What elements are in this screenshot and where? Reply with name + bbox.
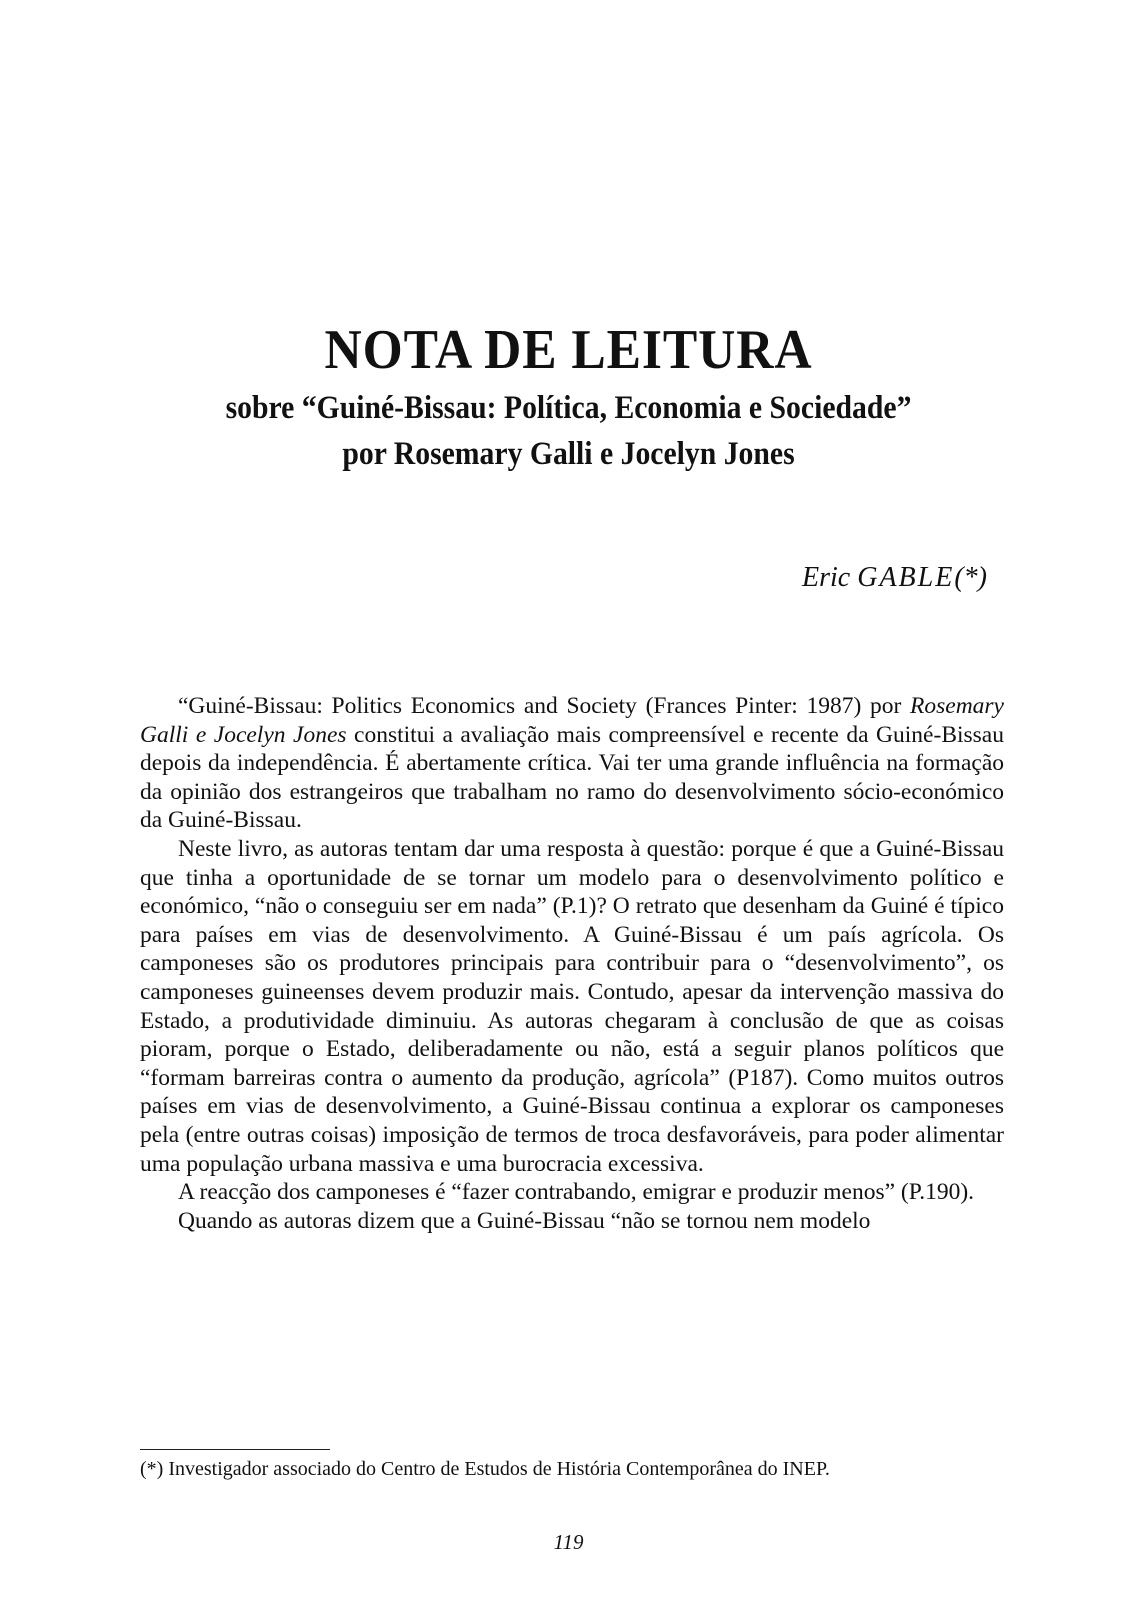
paragraph-3: A reacção dos camponeses é “fazer contrabando, emigrar e produzir menos” (P.190). [178, 1179, 975, 1206]
author-footnote-marker: (*) [954, 562, 987, 593]
author-last-name: GABLE [857, 562, 955, 593]
article-body [140, 692, 1004, 1235]
footnote-divider [140, 1449, 330, 1450]
article-author [802, 562, 987, 594]
page-title: NOTA DE LEITURA [324, 319, 813, 381]
page-number: 119 [553, 1530, 584, 1554]
subtitle-book: sobre “Guiné-Bissau: Política, Economia e Sociedade” [225, 390, 912, 426]
book-authors: Rosemary Galli e Jocelyn Jones [140, 693, 1004, 748]
paragraph-1: “Guiné-Bissau: Politics Economics and Society (Frances Pinter: 1987) por Rosemary Galli e Jocelyn Jones constitui a avaliação mais compreensível e recente da Guiné-Bissau depois da independência. É abertamente crítica. Vai ter uma grande influência na formação da opinião dos estrangeiros que trabalham no ramo do desenvolvimento sócio-económico da Guiné-Bissau. [140, 693, 1004, 834]
paragraph-4: Quando as autoras dizem que a Guiné-Bissau “não se tornou nem modelo [178, 1207, 871, 1234]
footnote: (*) Investigador associado do Centro de Estudos de História Contemporânea do INEP. [140, 1458, 830, 1480]
author-first-name: Eric [802, 562, 851, 593]
subtitle-authors: por Rosemary Galli e Jocelyn Jones [342, 436, 795, 472]
paragraph-2: Neste livro, as autoras tentam dar uma resposta à questão: porque é que a Guiné-Bissau que tinha a oportunidade de se tornar um modelo para o desenvolvimento político e económico, “não o conseguiu ser em nada” (P.1)? O retrato que desenham da Guiné é típico para países em vias de desenvolvimento. A Guiné-Bissau é um país agrícola. Os camponeses são os produtores principais para contribuir para o “desenvolvimento”, os camponeses guineenses devem produzir mais. Contudo, apesar da intervenção massiva do Estado, a produtividade diminuiu. As autoras chegaram à conclusão de que as coisas pioram, porque o Estado, deliberadamente ou não, está a seguir planos políticos que “formam barreiras contra o aumento da produção, agrícola” (P187). Como muitos outros países em vias de desenvolvimento, a Guiné-Bissau continua a explorar os camponeses pela (entre outras coisas) imposição de termos de troca desfavoráveis, para poder alimentar uma população urbana massiva e uma burocracia excessiva. [140, 835, 1004, 1177]
